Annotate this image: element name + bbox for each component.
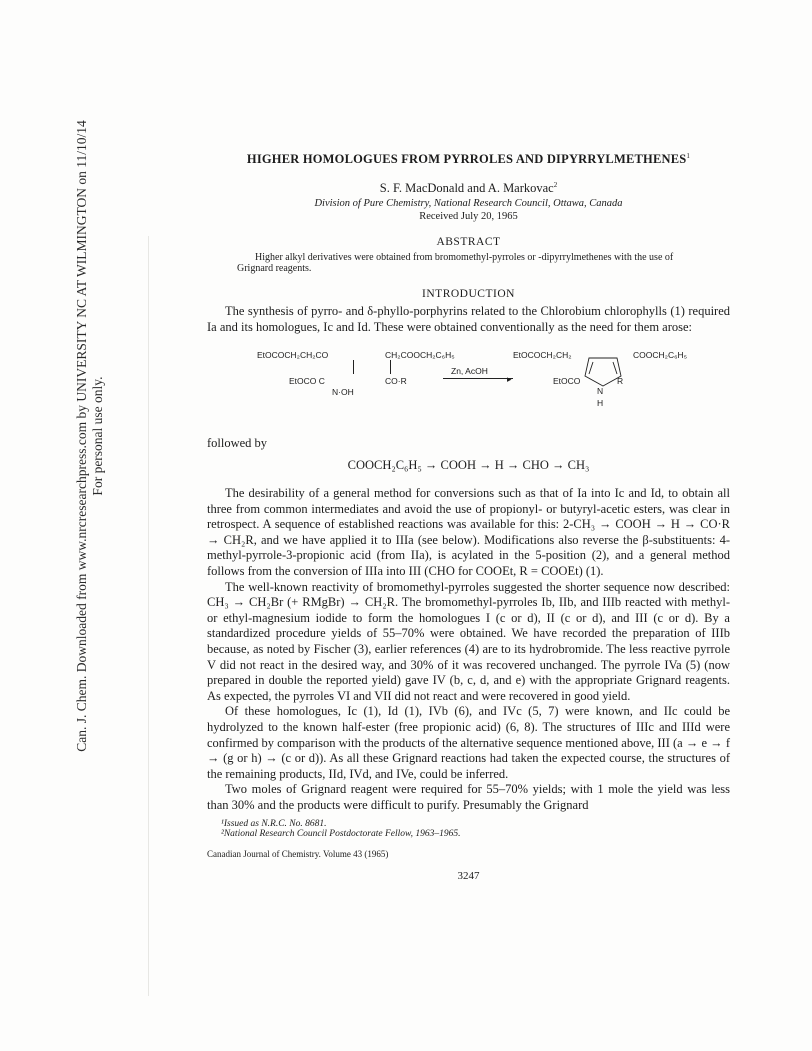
body-paragraph-4: Two moles of Grignard reagent were required for 55–70% yields; with 1 mole the yield was less than 30% and the products were difficult to purify. Presumably the Grignard <box>207 782 730 812</box>
abstract-heading: ABSTRACT <box>436 236 501 249</box>
footnotes <box>221 819 730 840</box>
scan-artifact-line <box>148 236 149 996</box>
reaction-arrow-shaft <box>443 378 513 379</box>
body-paragraph-2: The well-known reactivity of bromomethyl-pyrroles suggested the shorter sequence now described: CH₃ → CH₂Br (+ RMgBr) → CH₂R. The bromomethyl-pyrroles Ib, IIb, and IIIb reacted with methyl- or ethyl-magnesium iodide to form the homologues I (c or d), II (c or d), and III (c or d). By a standardized procedure yields of 55–70% were obtained. We have recorded the preparation of IIIb because, as noted by Fischer (3), earlier references (4) are to its hydrobromide. The less reactive pyrrole V did not react in the desired way, and 30% of it was recovered unchanged. The pyrrole IVa (5) (now prepared in double the reported yield) gave IV (b, c, d, and e) with the appropriate Grignard reagents. As expected, the pyrroles VI and VII did not react and were recovered in good yield. <box>207 579 730 703</box>
abstract-text: Higher alkyl derivatives were obtained from bromomethyl-pyrroles or -dipyrrylmethenes with the use of Grignard reagents. <box>237 252 674 275</box>
journal-line: Canadian Journal of Chemistry. Volume 43 (1965) <box>207 848 389 859</box>
conversion-sequence: COOCH₂C₆H₅ → COOH → H → CHO → CH₃ <box>347 458 590 473</box>
reactant2-line2: CO·R <box>385 375 407 386</box>
article-title: HIGHER HOMOLOGUES FROM PYRROLES AND DIPYRRYLMETHENES$^1$ <box>246 152 691 167</box>
reactant2-bond <box>390 360 391 374</box>
product-h: H <box>597 397 604 408</box>
watermark-line-2: For personal use only. <box>90 376 105 496</box>
watermark-line-1: Can. J. Chem. Downloaded from www.nrcresearchpress.com by UNIVERSITY NC AT WILMINGTON on 11/10/14 <box>74 120 89 752</box>
author-line: S. F. MacDonald and A. Markovac$^2$ <box>379 181 558 196</box>
introduction-heading: INTRODUCTION <box>422 288 515 301</box>
reactant1-line2: EtOCO C <box>289 375 325 386</box>
page-number: 3247 <box>457 869 480 882</box>
reactant1-line3: N·OH <box>332 386 354 397</box>
affiliation: Division of Pure Chemistry, National Research Council, Ottawa, Canada <box>314 198 623 210</box>
download-watermark <box>74 16 106 856</box>
intro-paragraph: The synthesis of pyrro- and δ-phyllo-porphyrins related to the Chlorobium chlorophylls (1) required Ia and its homologues, Ic and Id. These were obtained conventionally as the need for them arose: <box>207 304 730 334</box>
product-line3: EtOCO <box>553 375 581 386</box>
body-paragraph-3: Of these homologues, Ic (1), Id (1), IVb (6), and IVc (5, 7) were known, and IIc could be hydrolyzed to the known half-ester (free propionic acid) (6, 8). The structures of IIIc and IIId were confirmed by comparison with the products of the alternative sequence mentioned above, III (a → e → f → (g or h) → (c or d)). As all these Grignard reactions had taken the expected course, the structures of the remaining products, IId, IVd, and IVe, could be inferred. <box>207 704 730 781</box>
article-page <box>207 150 730 882</box>
footnote-2: ²National Research Council Postdoctorate Fellow, 1963–1965. <box>221 829 461 840</box>
followed-by-label: followed by <box>207 435 268 450</box>
reaction-scheme <box>207 342 730 434</box>
reagent-label: Zn, AcOH <box>451 365 488 376</box>
product-r: R <box>617 375 624 386</box>
footnote-1: ¹Issued as N.R.C. No. 8681. <box>221 818 327 829</box>
reactant1-line1: EtOCOCH₂CH₂CO <box>257 349 329 360</box>
product-line2: COOCH₂C₆H₅ <box>633 349 688 360</box>
reactant1-bond <box>353 360 354 374</box>
received-date: Received July 20, 1965 <box>419 211 518 223</box>
body-paragraph-1: The desirability of a general method for conversions such as that of Ia into Ic and Id, to obtain all three from common intermediates and avoid the use of propionyl- or butyryl-acetic esters, was clear in retrospect. A sequence of established reactions was available for this: 2-CH₃ → COOH → H → CO·R → CH₂R, and we have applied it to IIIa (see below). Modifications also reverse the β-substituents: 4-methyl-pyrrole-3-propionic acid (from IIa), is acylated in the 5-position (2), and a general method follows from the conversion of IIIa into III (CHO for COOEt, R = COOEt) (1). <box>207 486 730 579</box>
pyrrole-ring-icon <box>583 354 625 390</box>
reaction-arrowhead-icon: ▸ <box>507 373 512 384</box>
product-n: N <box>597 385 604 396</box>
product-line1: EtOCOCH₂CH₂ <box>513 349 572 360</box>
reactant2-line1: CH₂COOCH₂C₆H₅ <box>385 349 455 360</box>
